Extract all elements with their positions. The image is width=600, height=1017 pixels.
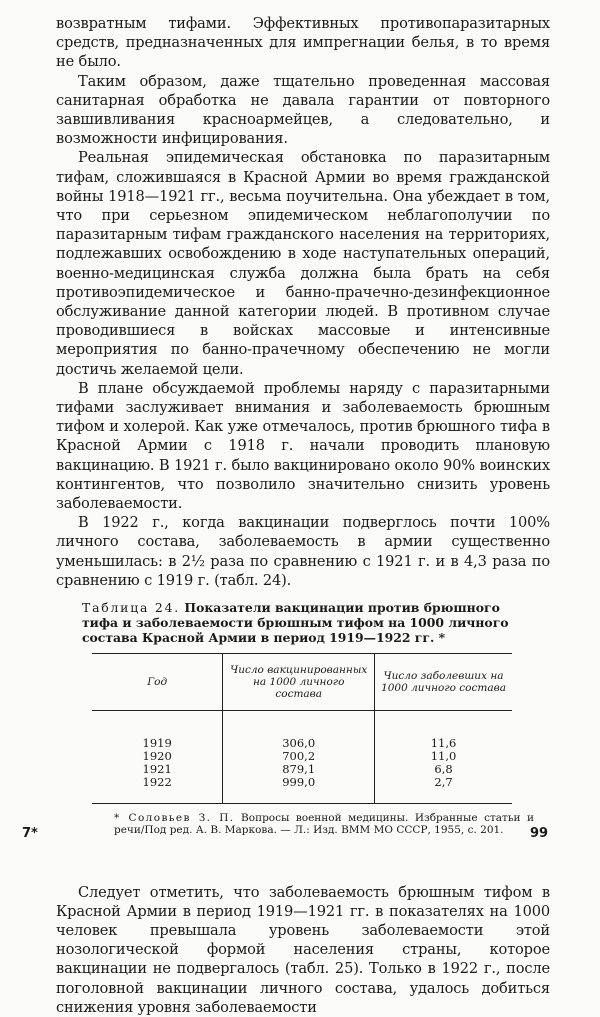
cell-vaccinated: 999,0 — [223, 776, 375, 804]
spacer — [56, 837, 550, 883]
header-vaccinated: Число вакцинированных на 1000 личного состава — [223, 654, 375, 711]
cell-ill: 11,6 — [375, 711, 512, 751]
paragraph-1: возвратным тифами. Эффективных противопаразитарных средств, предназначенных для импрегнации белья, в то время не было. — [56, 15, 550, 71]
cell-vaccinated: 306,0 — [223, 711, 375, 751]
cell-ill: 11,0 — [375, 750, 512, 763]
table-header-row — [92, 654, 512, 711]
table-caption — [82, 600, 532, 645]
footnote-author: * Соловьев З. П. — [114, 812, 235, 825]
footnote-text: Вопросы военной медицины. Избранные статьи и речи/Под ред. А. В. Маркова. — Л.: Изд. ВММ МО СССР, 1955, с. 201. — [114, 812, 535, 837]
cell-vaccinated: 879,1 — [223, 763, 375, 776]
paragraph-2: Таким образом, даже тщательно проведенная массовая санитарная обработка не давала гарантии от повторного завшивливания красноармейцев, а следовательно, и возможности инфицирования. — [56, 72, 550, 148]
cell-year: 1922 — [92, 776, 223, 804]
paragraph-4: В плане обсуждаемой проблемы наряду с паразитарными тифами заслуживает внимания и заболеваемость брюшным тифом и холерой. Как уже отмечалось, против брюшного тифа в Красной Армии с 1918 г. начали проводить плановую вакцинацию. В 1921 г. было вакцинировано около 90% воинских контингентов, что позволило значительно снизить уровень заболеваемости. — [56, 379, 550, 513]
header-ill: Число заболевших на 1000 личного состава — [375, 654, 512, 711]
page-number: 99 — [530, 826, 549, 841]
table-row — [92, 776, 512, 804]
cell-year: 1919 — [142, 736, 172, 751]
cell-year: 1920 — [142, 749, 172, 764]
header-year: Год — [92, 654, 223, 711]
table-row — [92, 711, 512, 751]
vaccination-table — [92, 653, 512, 804]
signature-mark: 7* — [22, 826, 38, 841]
footnote — [114, 812, 534, 836]
cell-year: 1921 — [142, 762, 172, 777]
paragraph-3: Реальная эпидемическая обстановка по паразитарным тифам, сложившаяся в Красной Армии во время гражданской войны 1918—1921 гг., весьма поучительна. Она убеждает в том, что при серьезном эпидемическом неблагополучии по паразитарным тифам гражданского населения на территориях, подлежавших освобождению в ходе наступательных операций, военно-медицинская служба должна была брать на себя противоэпидемическое и банно-прачечно-дезинфекционное обслуживание данной категории людей. В противном случае проводившиеся в войсках массовые и интенсивные мероприятия по банно-прачечному обеспечению не могли достичь желаемой цели. — [56, 149, 550, 378]
paragraph-5: В 1922 г., когда вакцинации подверглось почти 100% личного состава, заболеваемость в армии существенно уменьшилась: в 2½ раза по сравнению с 1921 г. и в 4,3 раза по сравнению с 1919 г. (табл. 24). — [56, 514, 550, 589]
cell-vaccinated: 700,2 — [223, 750, 375, 763]
paragraph-after-table: Следует отметить, что заболеваемость брюшным тифом в Красной Армии в период 1919—1921 гг. в показателях на 1000 человек превышала уровень заболеваемости этой нозологической формой населения страны, которое вакцинации не подвергалось (табл. 25). Только в 1922 г., после поголовной вакцинации личного состава, удалось добиться снижения уровня заболеваемости — [56, 883, 550, 1016]
page-text — [56, 14, 550, 1017]
table-caption-text: Показатели вакцинации против брюшного тифа и заболеваемости брюшным тифом на 1000 личного состава Красной Армии в период 1919—1922 гг. * — [82, 600, 509, 646]
cell-ill: 2,7 — [375, 776, 512, 804]
cell-ill: 6,8 — [375, 763, 512, 776]
table-caption-lead: Таблица 24. — [82, 600, 181, 616]
